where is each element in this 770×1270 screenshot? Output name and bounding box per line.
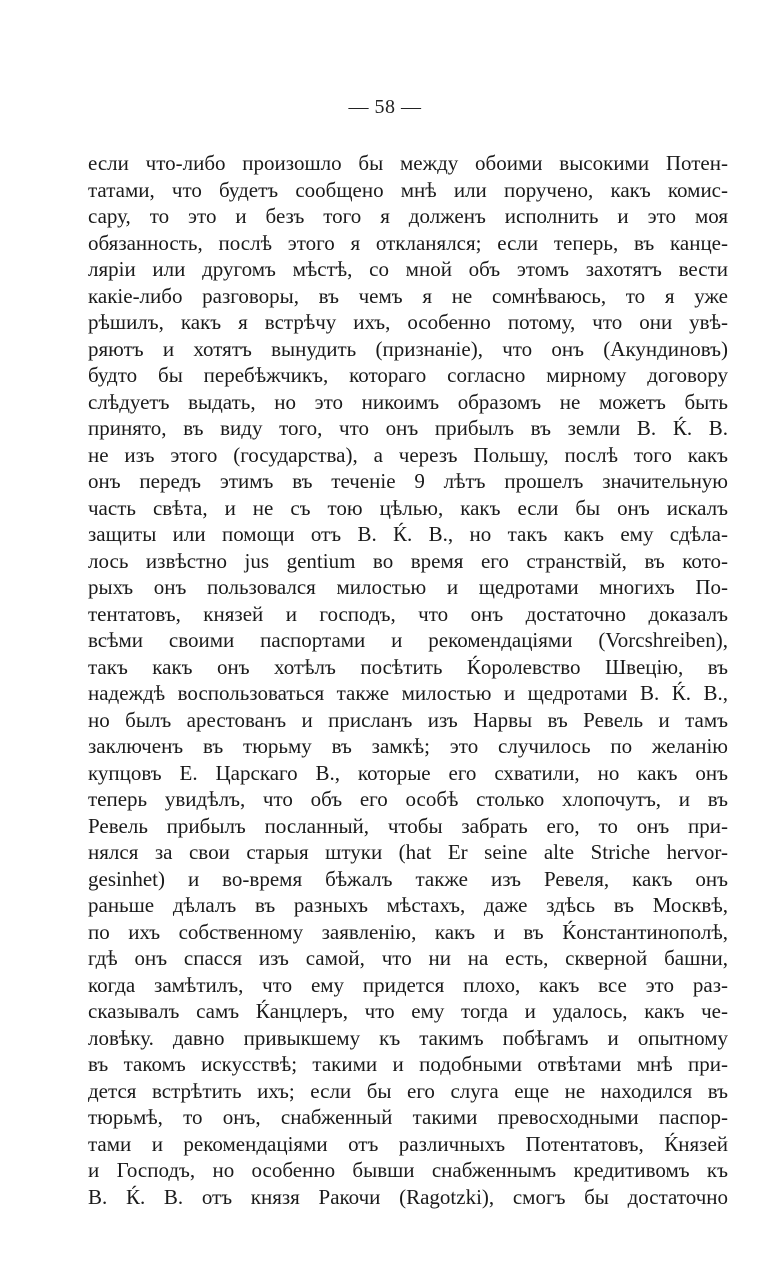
text-line: всѣми своими паспортами и рекомендаціями (Vorcshreiben), xyxy=(88,628,728,652)
text-line: сказывалъ самъ Ќанцлеръ, что ему тогда и удалось, какъ че- xyxy=(88,999,728,1023)
text-line: нялся за свои старыя штуки (hat Er seine alte Striche hervor- xyxy=(88,840,728,864)
text-line: тентатовъ, князей и господъ, что онъ достаточно доказалъ xyxy=(88,601,728,626)
body-text xyxy=(88,150,728,1210)
text-line: тюрьмѣ, то онъ, снабженный такими превосходными паспор- xyxy=(88,1105,728,1129)
text-line: раньше дѣлалъ въ разныхъ мѣстахъ, даже здѣсь въ Москвѣ, xyxy=(88,893,728,917)
text-line: часть свѣта, и не съ тою цѣлью, какъ если бы онъ искалъ xyxy=(88,495,728,520)
text-line: лось извѣстно jus gentium во время его странствій, въ кото- xyxy=(88,548,728,573)
text-line: сару, то это и безъ того я долженъ исполнить и это моя xyxy=(88,204,728,228)
text-line: если что-либо произошло бы между обоими высокими Потен- xyxy=(88,151,728,175)
text-line: дется встрѣтить ихъ; если бы его слуга еще не находился въ xyxy=(88,1078,728,1103)
text-line: слѣдуетъ выдать, но это никоимъ образомъ не можетъ быть xyxy=(88,389,728,414)
text-line: будто бы перебѣжчикъ, котораго согласно мирному договору xyxy=(88,363,728,387)
text-line: обязанность, послѣ этого я откланялся; если теперь, въ канце- xyxy=(88,230,728,255)
text-line: рѣшилъ, какъ я встрѣчу ихъ, особенно потому, что они увѣ- xyxy=(88,310,728,334)
text-line: въ такомъ искусствѣ; такими и подобными отвѣтами мнѣ при- xyxy=(88,1052,728,1076)
text-line: не изъ этого (государства), а черезъ Польшу, послѣ того какъ xyxy=(88,442,728,467)
text-line: и Господъ, но особенно бывши снабженнымъ кредитивомъ къ xyxy=(88,1158,728,1182)
text-line: Ревель прибылъ посланный, чтобы забрать его, то онъ при- xyxy=(88,813,728,838)
text-line: заключенъ въ тюрьму въ замкѣ; это случилось по желанію xyxy=(88,734,728,758)
text-line: татами, что будетъ сообщено мнѣ или поручено, какъ комис- xyxy=(88,177,728,202)
text-line: надеждѣ воспользоваться также милостью и щедротами В. Ќ. В., xyxy=(88,681,728,705)
text-line: В. Ќ. В. отъ князя Ракочи (Ragotzki), смогъ бы достаточно xyxy=(88,1184,728,1209)
text-line: такъ какъ онъ хотѣлъ посѣтить Ќоролевство Швецію, въ xyxy=(88,654,728,679)
text-line: но былъ арестованъ и присланъ изъ Нарвы въ Ревель и тамъ xyxy=(88,707,728,732)
text-line: ляріи или другомъ мѣстѣ, со мной объ этомъ захотятъ вести xyxy=(88,257,728,281)
text-line: купцовъ Е. Царскаго В., которые его схватили, но какъ онъ xyxy=(88,760,728,785)
text-line: какіе-либо разговоры, въ чемъ я не сомнѣваюсь, то я уже xyxy=(88,283,728,308)
page-number: — 58 — xyxy=(348,96,422,118)
text-line: теперь увидѣлъ, что объ его особѣ столько хлопочутъ, и въ xyxy=(88,787,728,811)
text-line: gesinhet) и во-время бѣжалъ также изъ Ревеля, какъ онъ xyxy=(88,866,728,891)
text-line: когда замѣтилъ, что ему придется плохо, какъ все это раз- xyxy=(88,972,728,997)
text-line: принято, въ виду того, что онъ прибылъ въ земли В. Ќ. В. xyxy=(88,416,728,440)
text-line: ряютъ и хотятъ вынудить (признаніе), что онъ (Акундиновъ) xyxy=(88,336,728,361)
text-line: ловѣку. давно привыкшему къ такимъ побѣгамъ и опытному xyxy=(88,1025,728,1050)
text-line: онъ передъ этимъ въ теченіе 9 лѣтъ прошелъ значительную xyxy=(88,469,728,493)
text-line: по ихъ собственному заявленію, какъ и въ Ќонстантинополѣ, xyxy=(88,919,728,944)
text-line: тами и рекомендаціями отъ различныхъ Потентатовъ, Ќнязей xyxy=(88,1131,728,1156)
text-line: гдѣ онъ спасся изъ самой, что ни на есть, скверной башни, xyxy=(88,946,728,970)
text-line: защиты или помощи отъ В. Ќ. В., но такъ какъ ему сдѣла- xyxy=(88,522,728,546)
text-line: рыхъ онъ пользовался милостью и щедротами многихъ По- xyxy=(88,575,728,599)
